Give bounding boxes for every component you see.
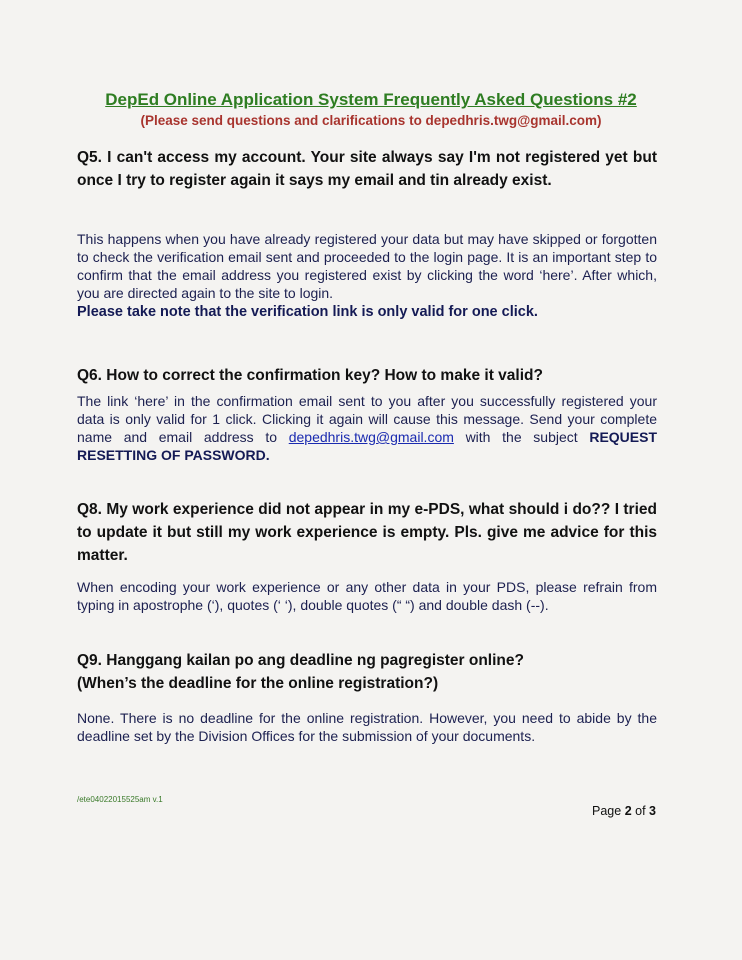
page-current: 2: [624, 804, 632, 818]
answer-q6-mid: with the subject: [453, 429, 590, 445]
page-subtitle: (Please send questions and clarifications to depedhris.twg@gmail.com): [140, 113, 602, 128]
footer-code: /ete04022015525am v.1: [77, 795, 163, 804]
answer-q5-text: This happens when you have already registered your data but may have skipped or forgotten to check the verification email sent and proceeded to the login page. It is an important step to confirm that the email address you registered exist by clicking the word ‘here’. After which, you are directed again to the site to login.: [77, 231, 657, 301]
answer-q5: [77, 230, 657, 321]
question-q9-line2: (When’s the deadline for the online registration?): [77, 675, 439, 692]
page-number: [592, 804, 656, 818]
page-title: DepEd Online Application System Frequently Asked Questions #2: [105, 90, 637, 109]
page-label: Page: [592, 804, 622, 818]
answer-q6-subject: REQUEST RESETTING OF PASSWORD.: [77, 429, 658, 463]
answer-q9: None. There is no deadline for the online registration. However, you need to abide by the deadline set by the Division Offices for the submission of your documents.: [77, 710, 657, 744]
question-q9: [77, 649, 657, 695]
answer-q5-note: Please take note that the verification link is only valid for one click.: [77, 304, 538, 320]
question-q5: Q5. I can't access my account. Your site always say I'm not registered yet but once I try to register again it says my email and tin already exist.: [77, 149, 657, 189]
email-link[interactable]: depedhris.twg@gmail.com: [288, 429, 454, 445]
answer-q8: When encoding your work experience or any other data in your PDS, please refrain from typing in apostrophe (‘), quotes (‘ ‘), double quotes (“ “) and double dash (--).: [77, 579, 657, 613]
answer-q6: [77, 392, 657, 464]
page-of: of: [635, 804, 646, 818]
page-total: 3: [649, 804, 656, 818]
answer-q6-text: The link ‘here’ in the confirmation email sent to you after you successfully registered your data is only valid for 1 click. Clicking it again will cause this message. Send your complete name and email address to: [77, 393, 657, 445]
question-q6: Q6. How to correct the confirmation key? How to make it valid?: [77, 367, 543, 384]
question-q8: Q8. My work experience did not appear in my e-PDS, what should i do?? I tried to update it but still my work experience is empty. Pls. give me advice for this matter.: [77, 501, 657, 564]
question-q9-line1: Q9. Hanggang kailan po ang deadline ng pagregister online?: [77, 652, 524, 669]
